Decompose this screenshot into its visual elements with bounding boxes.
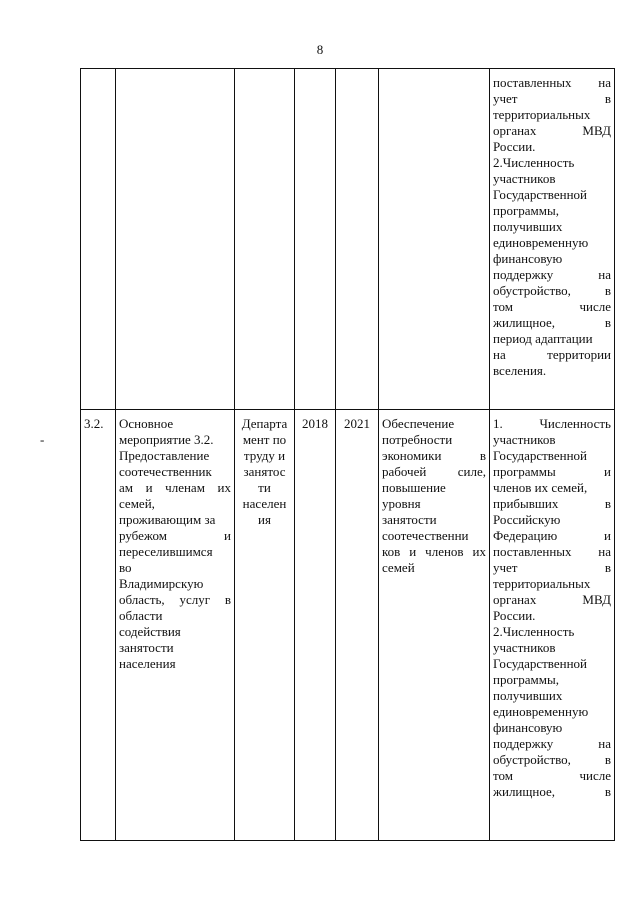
indicator-line: России. (493, 139, 536, 154)
cell-executor (235, 410, 295, 841)
result-line: потребности (382, 432, 453, 447)
result-line: ков и членов их (382, 544, 486, 559)
indicator-line: участников (493, 432, 556, 447)
activity-line: Основное (119, 416, 174, 431)
result-line: семей (382, 560, 415, 575)
indicator-line: поддержку на (493, 736, 611, 751)
activity-line: области (119, 608, 163, 623)
indicator-line: программы и (493, 464, 611, 479)
activity-line: Предоставление (119, 448, 210, 463)
indicator-line: финансовую (493, 720, 563, 735)
program-table (80, 68, 615, 841)
activity-line: содействия (119, 624, 181, 639)
indicator-line: Государственной (493, 656, 588, 671)
indicator-line: России. (493, 608, 536, 623)
indicator-line: поддержку на (493, 267, 611, 282)
indicator-line: Федерацию и (493, 528, 611, 543)
activity-line: во (119, 560, 132, 575)
indicator-line: обустройство, в (493, 752, 611, 767)
activity-line: проживающим за (119, 512, 216, 527)
indicator-line: том числе (493, 299, 611, 314)
indicator-line: обустройство, в (493, 283, 611, 298)
indicator-line: единовременную (493, 235, 589, 250)
indicator-line: программы, (493, 672, 559, 687)
indicator-line: на территории (493, 347, 611, 362)
indicator-line: 1. Численность (493, 416, 611, 431)
result-line: экономики в (382, 448, 486, 463)
cell-result (379, 410, 490, 841)
indicator-line: вселения. (493, 363, 547, 378)
executor-line: занятос (243, 464, 286, 479)
activity-line: населения (119, 656, 176, 671)
result-line: повышение (382, 480, 446, 495)
result-line: уровня (382, 496, 421, 511)
page-number: 8 (316, 42, 324, 57)
indicator-line: поставленных на (493, 544, 611, 559)
indicator-line: прибывших в (493, 496, 611, 511)
executor-line: мент по (242, 432, 287, 447)
indicator-line: программы, (493, 203, 559, 218)
result-line: соотечественни (382, 528, 469, 543)
indicator-line: получивших (493, 688, 563, 703)
executor-line: населен (242, 496, 287, 511)
cell-number: 3.2. (81, 410, 116, 841)
margin-mark: - (40, 432, 45, 447)
cell-end-year (336, 69, 379, 410)
indicator-line: участников (493, 640, 556, 655)
indicator-line: жилищное, в (493, 784, 611, 799)
activity-line: рубежом и (119, 528, 231, 543)
activity-line: переселившимся (119, 544, 213, 559)
table-row (81, 410, 615, 841)
table-row (81, 69, 615, 410)
activity-line: область, услуг в (119, 592, 231, 607)
activity-line: Владимирскую (119, 576, 204, 591)
cell-end-year: 2021 (336, 410, 379, 841)
indicator-line: том числе (493, 768, 611, 783)
cell-indicators (490, 410, 615, 841)
executor-line: ти (258, 480, 271, 495)
indicator-line: единовременную (493, 704, 589, 719)
indicator-line: территориальных (493, 576, 591, 591)
executor-line: Департа (241, 416, 288, 431)
indicator-line: период адаптации (493, 331, 593, 346)
indicator-line: жилищное, в (493, 315, 611, 330)
indicator-line: финансовую (493, 251, 563, 266)
activity-line: соотечественник (119, 464, 212, 479)
indicator-line: участников (493, 171, 556, 186)
indicator-line: получивших (493, 219, 563, 234)
result-line: рабочей силе, (382, 464, 486, 479)
cell-result (379, 69, 490, 410)
cell-number (81, 69, 116, 410)
activity-line: ам и членам их (119, 480, 231, 495)
indicator-line: Государственной (493, 448, 588, 463)
cell-executor (235, 69, 295, 410)
indicator-line: Государственной (493, 187, 588, 202)
indicator-line: Российскую (493, 512, 561, 527)
cell-activity (116, 410, 235, 841)
indicator-line: поставленных на (493, 75, 611, 90)
indicator-line: органах МВД (493, 592, 611, 607)
result-line: занятости (382, 512, 437, 527)
cell-activity (116, 69, 235, 410)
executor-line: ия (258, 512, 271, 527)
cell-indicators (490, 69, 615, 410)
cell-start-year (295, 69, 336, 410)
activity-line: мероприятие 3.2. (119, 432, 214, 447)
indicator-line: учет в (493, 91, 611, 106)
indicator-line: учет в (493, 560, 611, 575)
activity-line: занятости (119, 640, 174, 655)
indicator-line: 2.Численность (493, 155, 575, 170)
indicator-line: 2.Численность (493, 624, 575, 639)
activity-line: семей, (119, 496, 155, 511)
indicator-line: территориальных (493, 107, 591, 122)
executor-line: труду и (243, 448, 286, 463)
indicator-line: органах МВД (493, 123, 611, 138)
result-line: Обеспечение (382, 416, 455, 431)
indicator-line: членов их семей, (493, 480, 588, 495)
cell-start-year: 2018 (295, 410, 336, 841)
